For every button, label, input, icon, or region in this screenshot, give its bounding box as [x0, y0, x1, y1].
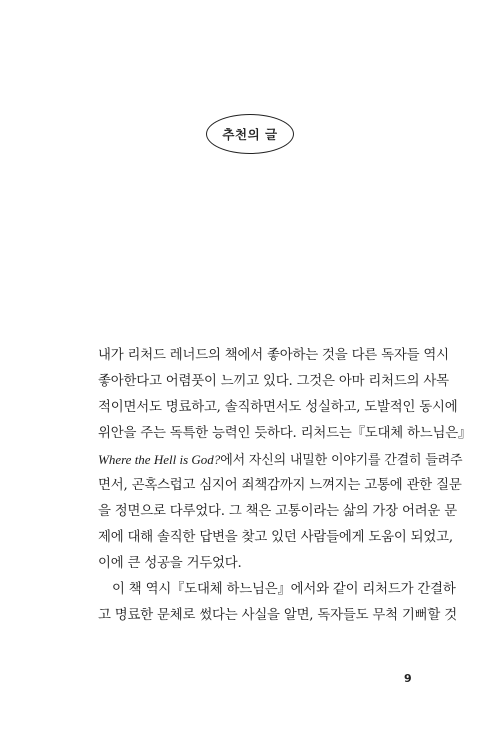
section-title: 추천의 글 — [222, 127, 278, 142]
section-title-badge — [206, 114, 294, 154]
body-line: 내가 리처드 레너드의 책에서 좋아하는 것을 다른 독자들 역시 — [98, 348, 449, 363]
body-line: 이 책 역시『도대체 하느님은』에서와 같이 리처드가 간결하 — [112, 582, 456, 597]
body-line: 적이면서도 명료하고, 솔직하면서도 성실하고, 도발적인 동시에 — [98, 400, 458, 415]
body-line: 고 명료한 문체로 썼다는 사실을 알면, 독자들도 무척 기뻐할 것 — [98, 608, 457, 623]
body-line: 위안을 주는 독특한 능력인 듯하다. 리처드는『도대체 하느님은』 — [98, 426, 472, 441]
body-line-text: 에서 자신의 내밀한 이야기를 간결히 들려주 — [220, 453, 463, 468]
page-number: 9 — [404, 672, 412, 685]
body-line-with-english-title — [98, 447, 463, 473]
body-line: 면서, 곤혹스럽고 심지어 죄책감까지 느껴지는 고통에 관한 질문 — [98, 478, 462, 493]
body-line: 이에 큰 성공을 거두었다. — [98, 556, 242, 571]
english-book-title: Where the Hell is God? — [98, 452, 221, 467]
body-text — [98, 343, 472, 629]
body-line: 제에 대해 솔직한 답변을 찾고 있던 사람들에게 도움이 되었고, — [98, 530, 453, 545]
body-line: 좋아한다고 어렴풋이 느끼고 있다. 그것은 아마 리처드의 사목 — [98, 374, 449, 389]
body-line: 을 정면으로 다루었다. 그 책은 고통이라는 삶의 가장 어려운 문 — [98, 504, 457, 519]
